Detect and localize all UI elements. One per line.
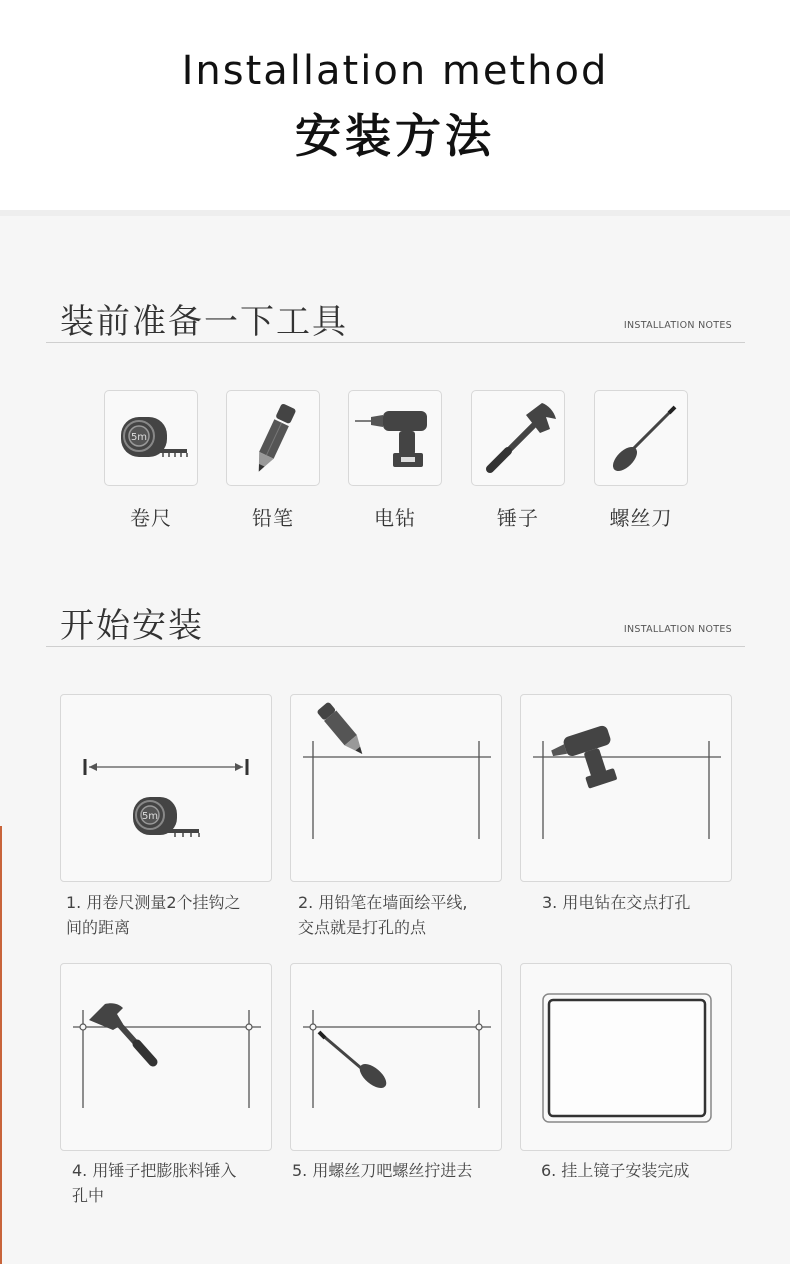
mirror-hung-illustration [521, 964, 733, 1152]
tools-section-subtitle: INSTALLATION NOTES [623, 320, 732, 331]
step-card-3 [520, 694, 732, 882]
hammer-icon [472, 391, 566, 487]
tool-label-screwdriver: 螺丝刀 [609, 506, 673, 530]
tool-card-pencil [226, 390, 320, 486]
tool-label-tape-measure: 卷尺 [130, 506, 172, 530]
step-caption-1: 1. 用卷尺测量2个挂钩之 间的距离 [66, 893, 241, 937]
tool-label-hammer: 锤子 [497, 506, 539, 530]
electric-drill-icon [349, 391, 443, 487]
draw-line-illustration [291, 695, 503, 883]
hammer-anchor-illustration [61, 964, 273, 1152]
pencil-icon [316, 701, 368, 759]
hammer-icon [89, 1003, 153, 1062]
step-card-2 [290, 694, 502, 882]
tool-label-drill: 电钻 [374, 506, 416, 530]
tools-section-title: 装前准备一下工具 [60, 302, 348, 342]
electric-drill-icon [549, 724, 623, 796]
step-caption-2: 2. 用铅笔在墙面绘平线, 交点就是打孔的点 [298, 893, 468, 937]
drill-hole-illustration [521, 695, 733, 883]
tool-label-pencil: 铅笔 [252, 506, 294, 530]
tool-card-screwdriver [594, 390, 688, 486]
install-section-title: 开始安装 [60, 606, 204, 646]
tool-card-drill [348, 390, 442, 486]
measure-distance-illustration [61, 695, 273, 883]
page-title-english: Installation method [181, 48, 609, 94]
tape-measure-icon [105, 391, 199, 487]
step-card-5 [290, 963, 502, 1151]
tape-measure-icon [133, 797, 199, 837]
step-card-6 [520, 963, 732, 1151]
svg-text:5m: 5m [130, 432, 148, 443]
install-section-divider [46, 646, 745, 647]
step-caption-4: 4. 用锤子把膨胀料锤入 孔中 [72, 1161, 237, 1205]
tool-card-hammer [471, 390, 565, 486]
screw-in-illustration [291, 964, 503, 1152]
install-section-subtitle: INSTALLATION NOTES [623, 624, 732, 635]
tools-section-divider [46, 342, 745, 343]
header [0, 0, 790, 210]
screwdriver-icon [595, 391, 689, 487]
step-caption-3: 3. 用电钻在交点打孔 [542, 893, 691, 912]
tool-card-tape-measure [104, 390, 198, 486]
step-caption-6: 6. 挂上镜子安装完成 [541, 1161, 690, 1180]
svg-text:5m: 5m [141, 811, 159, 822]
step-card-1 [60, 694, 272, 882]
step-card-4 [60, 963, 272, 1151]
left-edge-accent [0, 826, 2, 1264]
step-caption-5: 5. 用螺丝刀吧螺丝拧进去 [292, 1161, 473, 1180]
screwdriver-icon [319, 1032, 390, 1092]
pencil-icon [227, 391, 321, 487]
page-title-chinese: 安装方法 [295, 109, 495, 163]
